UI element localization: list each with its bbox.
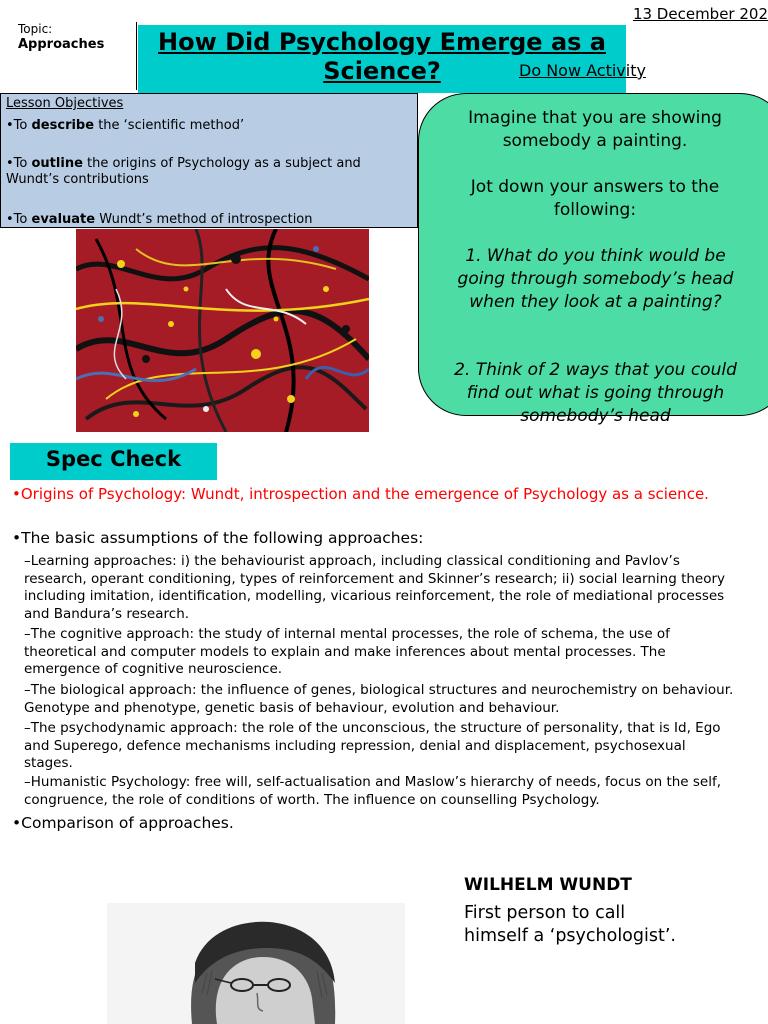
spec-approach-item: –Learning approaches: i) the behaviourist approach, including classical conditioning and Pavlov’s research, operant conditioning, types of reinforcement and Skinner’s research; ii) social learning theory including imitation, identification, modelling, vicarious reinforcement, the role of mediational processes and Bandura’s research. [24,553,726,622]
spec-origins-bullet: •Origins of Psychology: Wundt, introspection and the emergence of Psychology as a science. [12,485,709,503]
do-now-question: 2. Think of 2 ways that you could find out what is going through somebody’s head [454,360,737,426]
topic-label: Topic: [18,22,53,36]
objective-item [6,118,406,134]
do-now-question: 1. What do you think would be going through somebody’s head when they look at a painting? [457,246,734,312]
objective-text: Wundt’s method of introspection [95,212,313,227]
spec-approach-item: –Humanistic Psychology: free will, self-actualisation and Maslow’s hierarchy of needs, focus on the self, congruence, the role of conditions of worth. The influence on counselling Psychology. [24,774,722,808]
objective-text: the ‘scientific method’ [94,118,245,133]
objective-prefix: •To [6,118,32,133]
objective-verb: describe [31,118,95,133]
page-title: How Did Psychology Emerge as a Science? [158,28,606,85]
wundt-portrait-image [107,903,405,1024]
objectives-title: Lesson Objectives [6,96,124,111]
spec-comparison-bullet: •Comparison of approaches. [12,814,234,832]
do-now-heading: Do Now Activity [519,61,646,80]
do-now-instruction: Jot down your answers to the following: [470,177,720,220]
topic-value: Approaches [18,37,105,52]
objective-prefix: •To [6,156,32,171]
objective-item [6,212,406,228]
objective-prefix: •To [6,212,32,227]
spec-check-heading: Spec Check [45,447,182,471]
wundt-name: WILHELM WUNDT [464,875,632,895]
objective-verb: evaluate [31,212,96,227]
divider [136,22,137,90]
objective-item [6,156,406,188]
spec-approach-item: –The psychodynamic approach: the role of the unconscious, the structure of personality, that is Id, Ego and Superego, defence mechanisms including repression, denial and displacement, psychosexual stages. [24,720,721,771]
abstract-painting-image [76,229,369,432]
spec-approach-item: –The cognitive approach: the study of internal mental processes, the role of schema, the use of theoretical and computer models to explain and make inferences about mental processes. The emergence of cognitive neuroscience. [24,626,670,677]
spec-approach-item: –The biological approach: the influence of genes, biological structures and neurochemistry on behaviour. Genotype and phenotype, genetic basis of behaviour, evolution and behaviour. [24,682,734,716]
spec-assumptions-bullet: •The basic assumptions of the following approaches: [12,529,424,547]
date: 13 December 202 [632,5,768,23]
wundt-description: First person to call himself a ‘psychologist’. [464,903,676,946]
objective-text: the origins of Psychology as a subject and Wundt’s contributions [6,156,361,187]
objective-verb: outline [31,156,83,171]
do-now-intro: Imagine that you are showing somebody a painting. [468,108,722,151]
